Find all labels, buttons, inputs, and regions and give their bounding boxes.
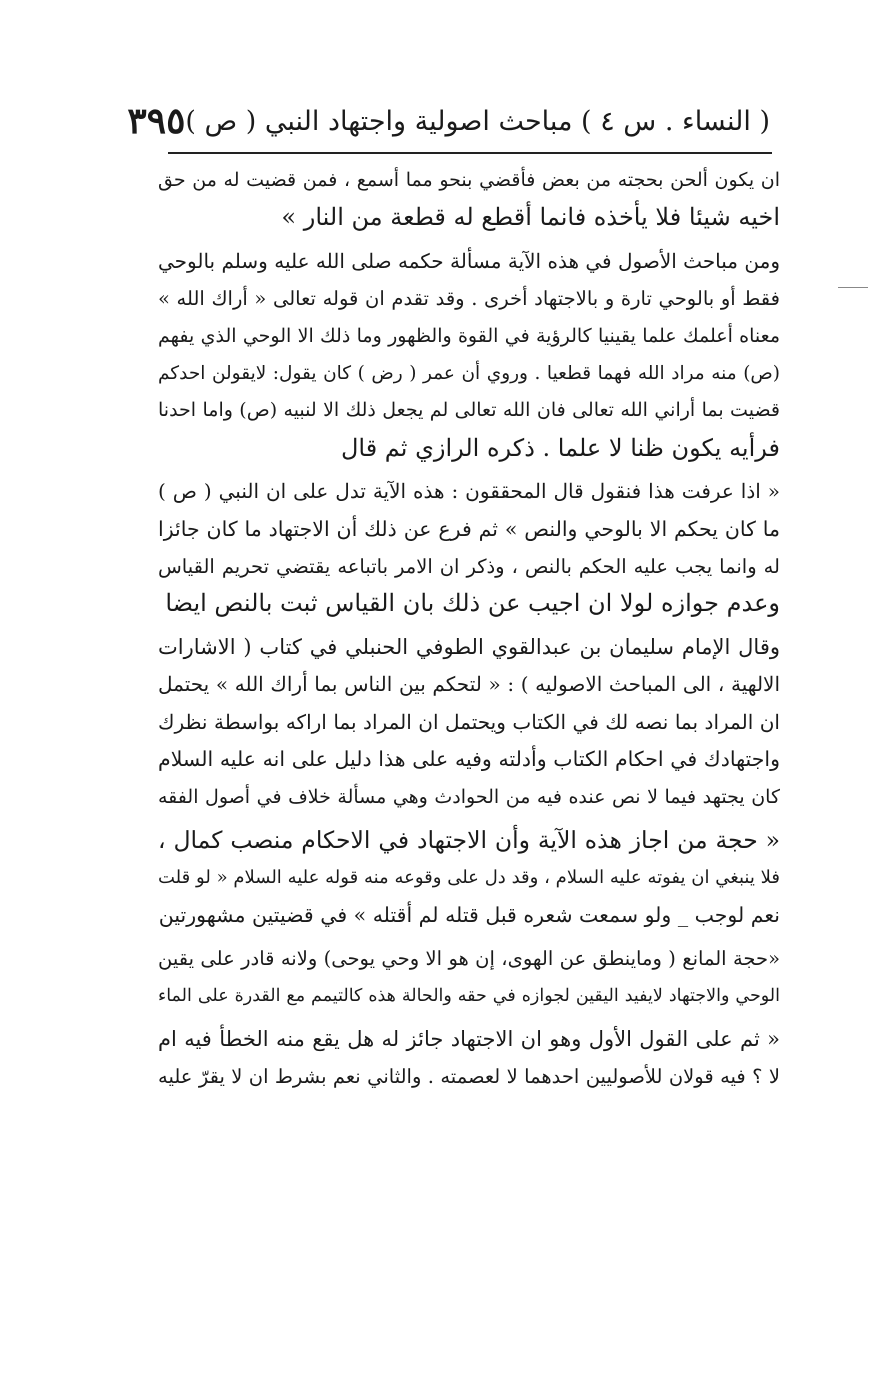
text-line: « ثم على القول الأول وهو ان الاجتهاد جائز له هل يقع منه الخطأ فيه ام bbox=[158, 1026, 780, 1051]
text-line: لا ؟ فيه قولان للأصوليين احدهما لا لعصمته . والثاني نعم بشرط ان لا يقرّ عليه bbox=[158, 1065, 780, 1089]
text-line: ومن مباحث الأصول في هذه الآية مسألة حكمه صلى الله عليه وسلم بالوحي bbox=[158, 248, 780, 273]
text-line: وعدم جوازه لولا ان اجيب عن ذلك بان القياس ثبت بالنص ايضا bbox=[165, 589, 780, 618]
text-line: (ص) منه مراد الله فهما قطعيا . وروي أن عمر ( رض ) كان يقول: لايقولن احدكم bbox=[158, 363, 780, 385]
text-line: فرأيه يكون ظنا لا علما . ذكره الرازي ثم قال bbox=[340, 433, 780, 462]
paragraph bbox=[158, 629, 780, 816]
text-line: نعم لوجب _ ولو سمعت شعره قبل قتله لم أقتله » في قضيتين مشهورتين bbox=[158, 902, 780, 927]
paragraph bbox=[158, 822, 780, 934]
text-line: معناه أعلمك علما يقينيا كالرؤية في القوة والظهور وما ذلك الا الوحي الذي يفهم bbox=[158, 324, 780, 347]
text-line: قضيت بما أراني الله تعالى فان الله تعالى لم يجعل ذلك الا لنبيه (ص) واما احدنا bbox=[158, 399, 780, 422]
text-line: له وانما يجب عليه الحكم بالنص ، وذكر ان الامر باتباعه يقتضي تحريم القياس bbox=[158, 555, 780, 579]
text-line: فلا ينبغي ان يفوته عليه السلام ، وقد دل على وقوعه منه قوله عليه السلام « لو قلت bbox=[158, 867, 780, 889]
paragraph bbox=[158, 473, 780, 623]
paragraph bbox=[158, 162, 780, 237]
text-line: اخيه شيئا فلا يأخذه فانما أقطع له قطعة من النار » bbox=[281, 203, 780, 232]
text-line: الالهية ، الى المباحث الاصوليه ) : « لتحكم بين الناس بما أراك الله » يحتمل bbox=[158, 672, 780, 697]
paragraph bbox=[158, 243, 780, 467]
text-line: ان يكون ألحن بحجته من بعض فأقضي بنحو مما أسمع ، فمن قضيت له من حق bbox=[158, 169, 780, 191]
text-line: «حجة المانع ( وماينطق عن الهوى، إن هو الا وحي يوحى) ولانه قادر على يقين bbox=[158, 947, 780, 971]
text-line: الوحي والاجتهاد لايفيد اليقين لجوازه في حقه والحالة هذه كالتيمم مع القدرة على الماء bbox=[158, 985, 780, 1006]
text-line: ان المراد بما نصه لك في الكتاب ويحتمل ان المراد بما اراكه بواسطة نظرك bbox=[158, 709, 780, 734]
text-line: فقط أو بالوحي تارة و بالاجتهاد أخرى . وقد تقدم ان قوله تعالى « أراك الله » bbox=[158, 287, 780, 311]
page-header bbox=[127, 92, 770, 150]
body-text bbox=[158, 162, 780, 1102]
margin-mark bbox=[838, 287, 868, 288]
running-title: ( النساء . س ٤ ) مباحث اصولية واجتهاد النبي ( ص ) bbox=[185, 105, 770, 137]
text-line: واجتهادك في احكام الكتاب وأدلته وفيه على هذا دليل على انه عليه السلام bbox=[158, 747, 780, 772]
text-line: كان يجتهد فيما لا نص عنده فيه من الحوادث وهي مسألة خلاف في أصول الفقه bbox=[158, 785, 780, 808]
paragraph bbox=[158, 940, 780, 1015]
text-line: وقال الإمام سليمان بن عبدالقوي الطوفي الحنبلي في كتاب ( الاشارات bbox=[158, 634, 780, 659]
header-rule bbox=[168, 152, 772, 154]
text-line: « اذا عرفت هذا فنقول قال المحققون : هذه الآية تدل على ان النبي ( ص ) bbox=[158, 479, 780, 504]
text-line: ما كان يحكم الا بالوحي والنص » ثم فرع عن ذلك أن الاجتهاد ما كان جائزا bbox=[158, 516, 780, 541]
paragraph bbox=[158, 1021, 780, 1096]
text-line: « حجة من اجاز هذه الآية وأن الاجتهاد في الاحكام منصب كمال ، bbox=[158, 825, 780, 854]
page-number: ٣٩٥ bbox=[127, 100, 186, 142]
